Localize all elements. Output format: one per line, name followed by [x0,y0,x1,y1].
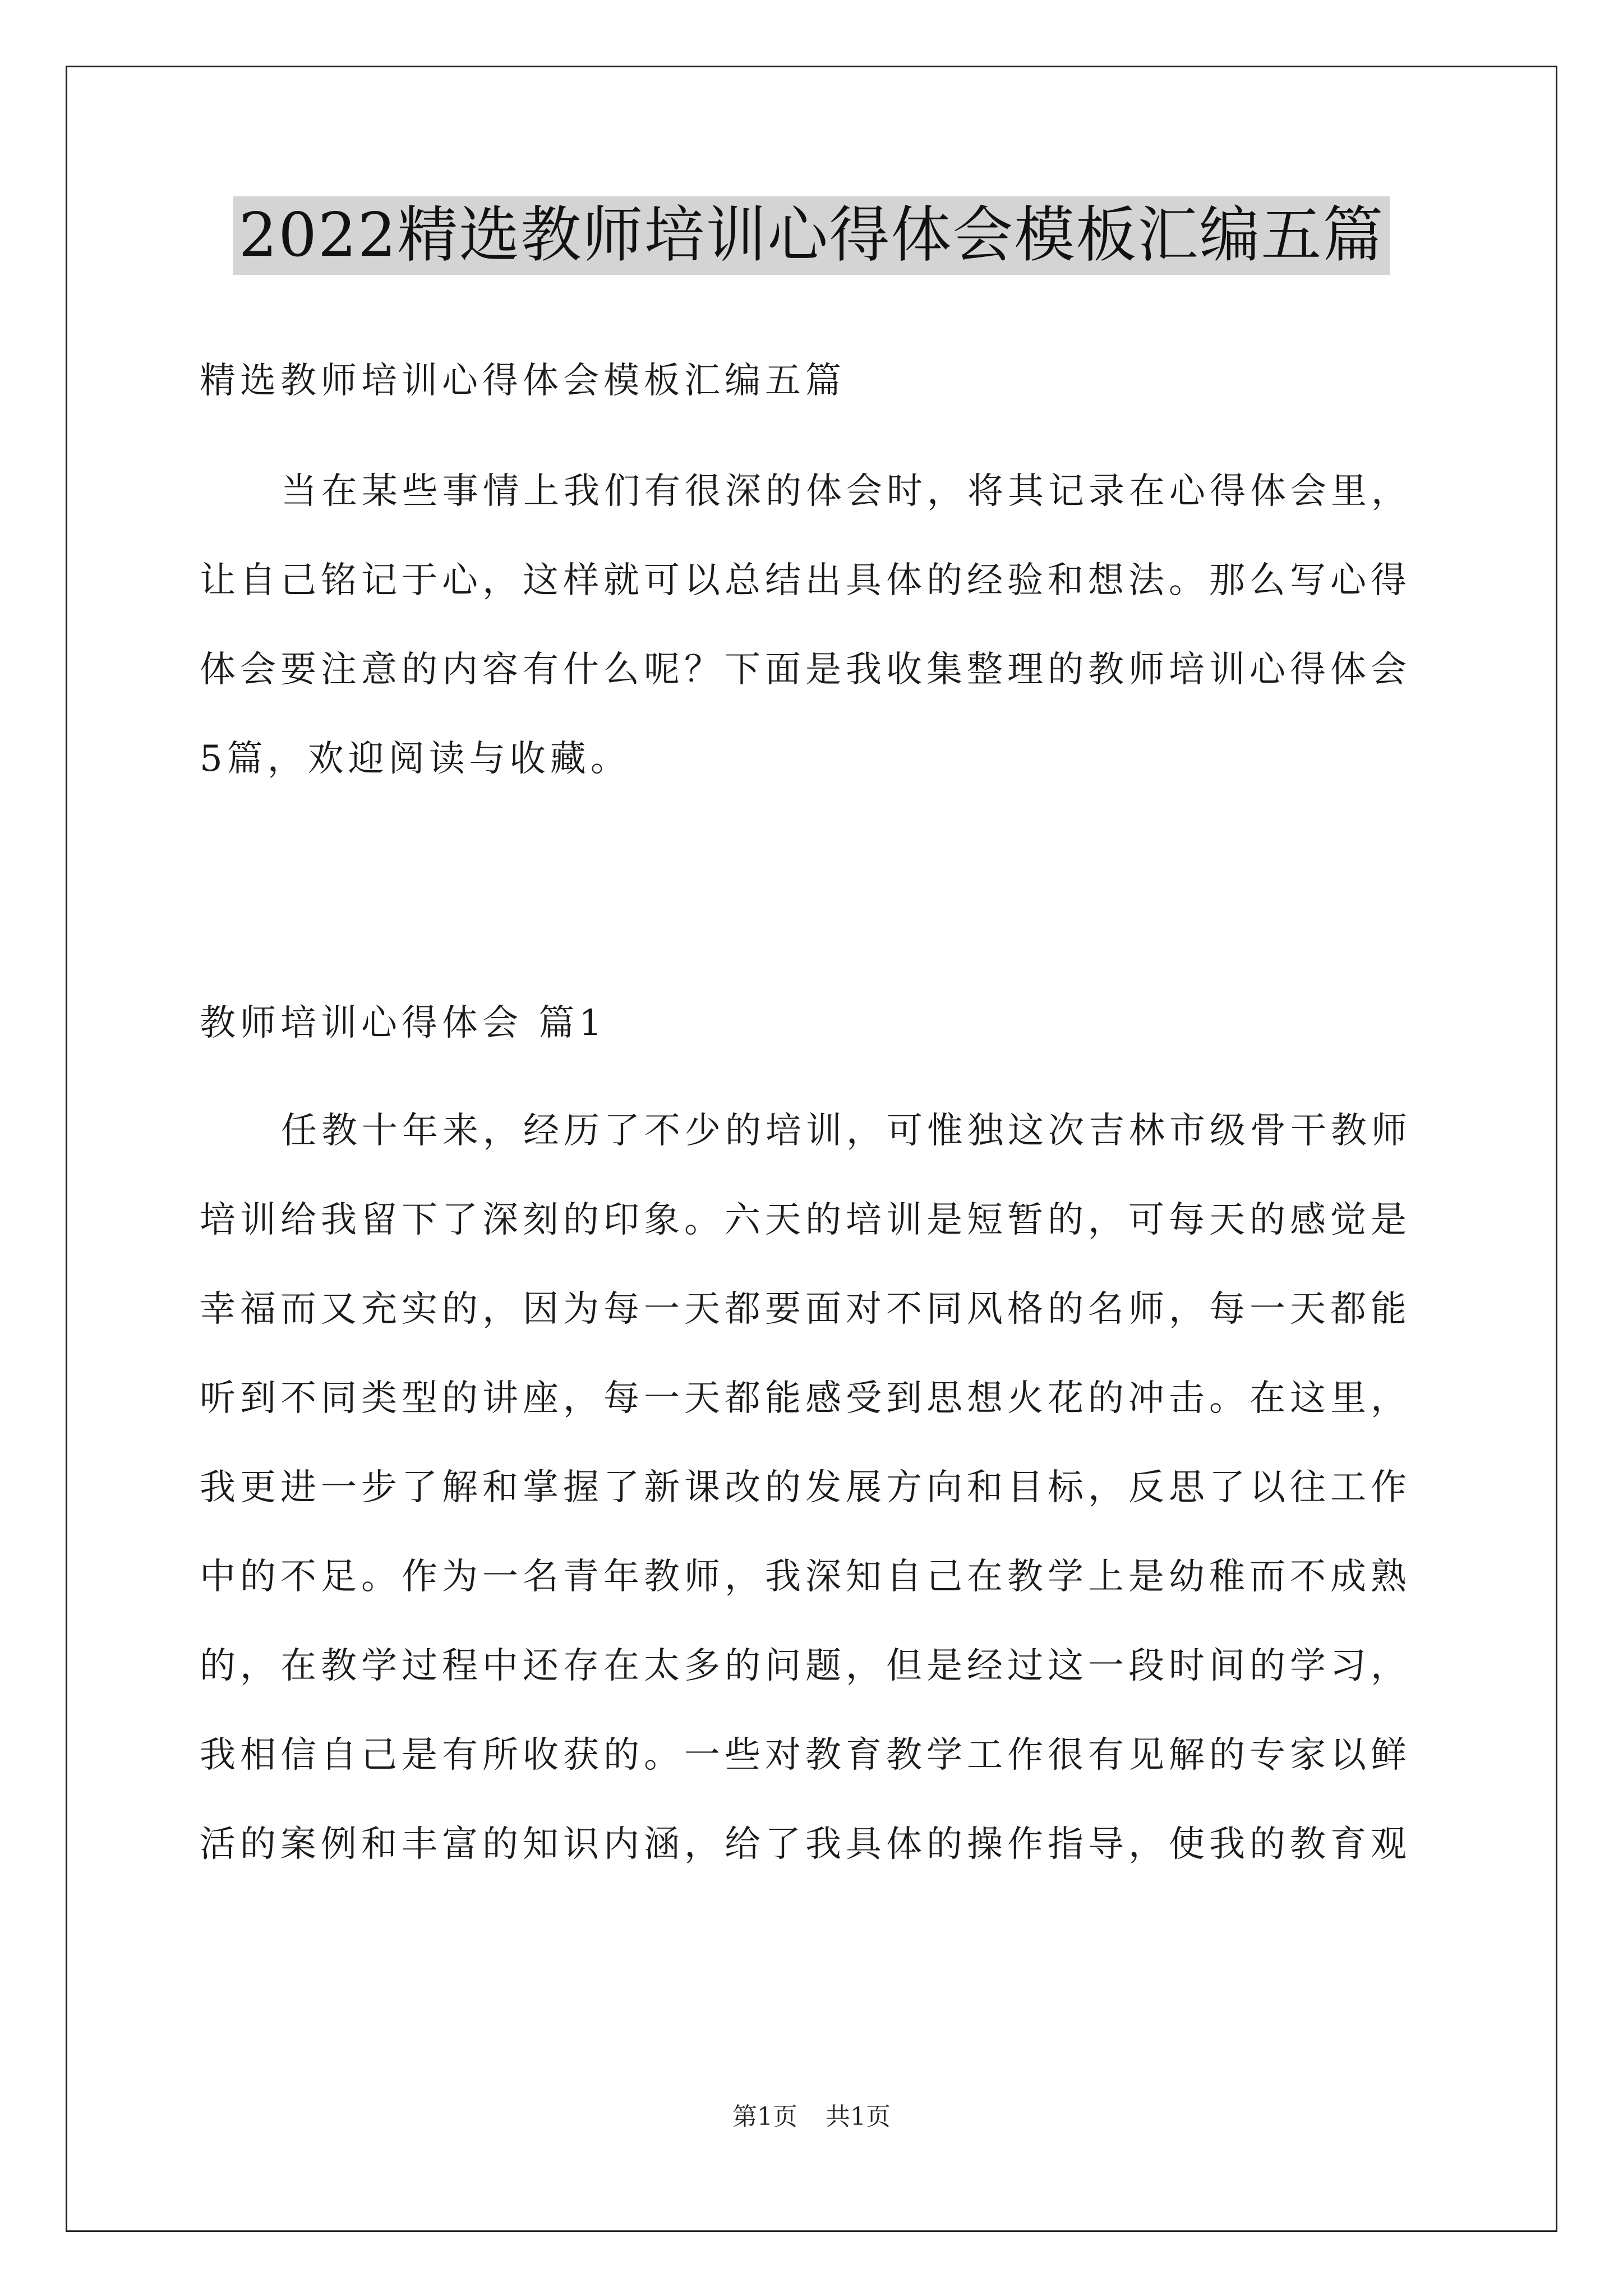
section-line: 中的不足。作为一名青年教师，我深知自己在教学上是幼稚而不成熟 [200,1556,1411,1598]
intro-line: 当在某些事情上我们有很深的体会时，将其记录在心得体会里， [281,471,1412,512]
document-title: 2022精选教师培训心得体会模板汇编五篇 [233,196,1390,275]
intro-line: 让自己铭记于心，这样就可以总结出具体的经验和想法。那么写心得 [200,560,1411,601]
page-number-total: 共1页 [826,2102,891,2131]
title-container [0,196,1623,275]
intro-paragraph [200,447,1433,804]
section-line: 我相信自己是有所收获的。一些对教育教学工作很有见解的专家以鲜 [200,1734,1411,1776]
section-line: 的，在教学过程中还存在太多的问题，但是经过这一段时间的学习， [200,1645,1411,1687]
section-line: 培训给我留下了深刻的印象。六天的培训是短暂的，可每天的感觉是 [200,1199,1411,1241]
intro-line: 5篇，欢迎阅读与收藏。 [200,738,631,780]
section-line: 幸福而又充实的，因为每一天都要面对不同风格的名师，每一天都能 [200,1289,1411,1330]
section-line: 活的案例和丰富的知识内涵，给了我具体的操作指导，使我的教育观 [200,1824,1411,1865]
section-line: 任教十年来，经历了不少的培训，可惟独这次吉林市级骨干教师 [281,1110,1412,1152]
page-number-current: 第1页 [732,2102,797,2131]
page-footer [0,2096,1623,2132]
section-heading-text: 教师培训心得体会 篇1 [200,1002,607,1044]
section-line: 我更进一步了解和掌握了新课改的发展方向和目标，反思了以往工作 [200,1467,1411,1508]
subtitle-text: 精选教师培训心得体会模板汇编五篇 [200,360,846,402]
intro-line: 体会要注意的内容有什么呢？下面是我收集整理的教师培训心得体会 [200,649,1411,691]
section-heading [200,979,1433,1068]
section-line: 听到不同类型的讲座，每一天都能感受到思想火花的冲击。在这里， [200,1378,1411,1419]
section-paragraph [200,1087,1433,1889]
document-subtitle [200,337,1433,426]
